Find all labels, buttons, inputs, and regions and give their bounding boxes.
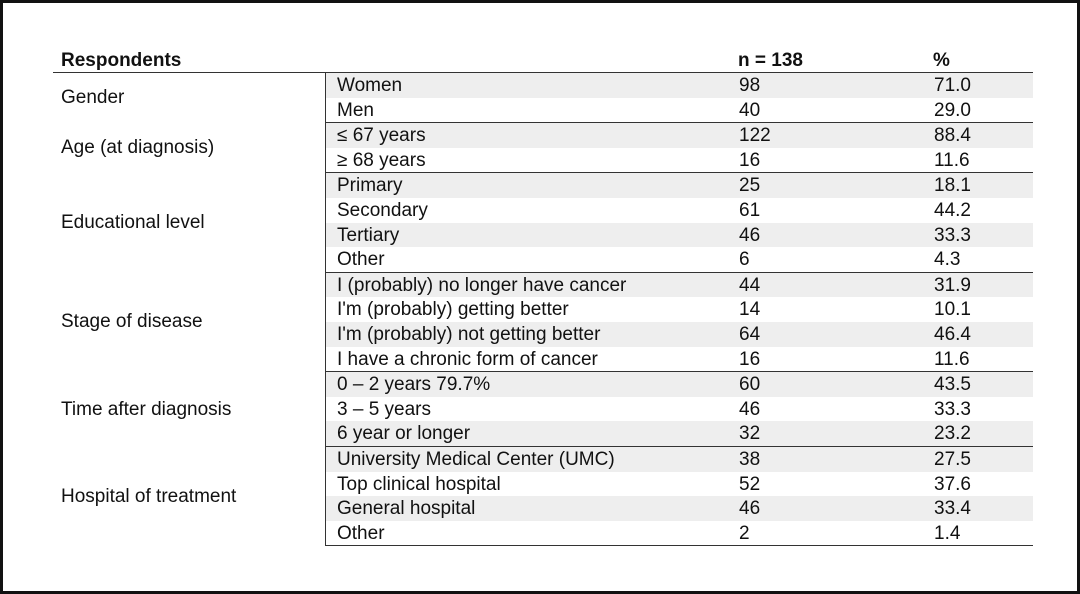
row-count: 44 [739, 274, 761, 296]
table-row [326, 173, 1033, 198]
row-label: Top clinical hospital [337, 473, 501, 495]
group-rows [325, 123, 1033, 173]
row-count: 122 [739, 125, 771, 147]
table-row [326, 73, 1033, 98]
row-percent: 88.4 [934, 125, 971, 147]
group-label: Educational level [61, 212, 205, 234]
row-label: 6 year or longer [337, 423, 471, 445]
group-rows [325, 173, 1033, 272]
table-group [53, 73, 1033, 123]
row-percent: 71.0 [934, 75, 971, 96]
group-rows [325, 372, 1033, 447]
table-row [326, 123, 1033, 148]
table-row [326, 297, 1033, 322]
table-row [326, 496, 1033, 521]
group-label: Time after diagnosis [61, 398, 232, 420]
row-count: 14 [739, 299, 761, 321]
row-count: 2 [739, 522, 750, 544]
table-row [326, 421, 1033, 446]
row-label: Other [337, 249, 385, 271]
header-percent: % [933, 50, 950, 71]
header-count: n = 138 [738, 50, 803, 71]
group-rows [325, 73, 1033, 123]
row-percent: 29.0 [934, 99, 971, 121]
table-row [326, 273, 1033, 298]
table-row [326, 472, 1033, 497]
row-label: Secondary [337, 199, 428, 221]
row-percent: 33.3 [934, 398, 971, 420]
table-row [326, 521, 1033, 546]
row-label: ≤ 67 years [337, 125, 426, 147]
group-rows [325, 273, 1033, 372]
row-percent: 11.6 [934, 149, 970, 171]
row-percent: 4.3 [934, 249, 961, 271]
row-label: General hospital [337, 498, 476, 520]
table-group [53, 372, 1033, 447]
table-row [326, 198, 1033, 223]
row-percent: 18.1 [934, 175, 971, 197]
row-label: I have a chronic form of cancer [337, 348, 598, 370]
row-count: 52 [739, 473, 761, 495]
row-label: 0 – 2 years 79.7% [337, 374, 491, 396]
row-label: I (probably) no longer have cancer [337, 274, 627, 296]
row-percent: 43.5 [934, 374, 971, 396]
table-row [326, 322, 1033, 347]
row-percent: 33.3 [934, 224, 971, 246]
table-row [326, 372, 1033, 397]
table-header [53, 48, 1033, 73]
table-row [326, 223, 1033, 248]
row-label: Men [337, 99, 374, 121]
row-percent: 37.6 [934, 473, 971, 495]
row-percent: 23.2 [934, 423, 971, 445]
row-count: 46 [739, 498, 761, 520]
row-percent: 10.1 [934, 299, 971, 321]
row-label: I'm (probably) getting better [337, 299, 569, 321]
row-count: 16 [739, 348, 761, 370]
row-label: Primary [337, 175, 403, 197]
group-label: Stage of disease [61, 311, 203, 333]
table-row [326, 397, 1033, 422]
row-count: 98 [739, 75, 761, 96]
row-count: 64 [739, 323, 761, 345]
row-count: 46 [739, 398, 761, 420]
row-percent: 31.9 [934, 274, 971, 296]
row-label: University Medical Center (UMC) [337, 448, 615, 470]
row-label: I'm (probably) not getting better [337, 323, 601, 345]
row-count: 16 [739, 149, 761, 171]
row-count: 38 [739, 448, 761, 470]
group-label: Hospital of treatment [61, 485, 237, 507]
row-count: 60 [739, 374, 761, 396]
table-row [326, 347, 1033, 372]
row-percent: 46.4 [934, 323, 971, 345]
table-group [53, 123, 1033, 173]
row-count: 25 [739, 175, 761, 197]
row-count: 46 [739, 224, 761, 246]
table-row [326, 447, 1033, 472]
row-percent: 27.5 [934, 448, 971, 470]
row-label: Women [337, 75, 403, 96]
group-label: Age (at diagnosis) [61, 137, 215, 159]
row-percent: 1.4 [934, 522, 961, 544]
row-label: 3 – 5 years [337, 398, 431, 420]
row-count: 6 [739, 249, 750, 271]
row-label: ≥ 68 years [337, 149, 426, 171]
group-rows [325, 447, 1033, 546]
row-percent: 44.2 [934, 199, 971, 221]
table-group [53, 173, 1033, 272]
table-group [53, 447, 1033, 546]
row-label: Tertiary [337, 224, 400, 246]
header-respondents: Respondents [61, 50, 182, 71]
group-label: Gender [61, 87, 125, 109]
respondents-table [53, 48, 1033, 546]
table-row [326, 98, 1033, 123]
row-count: 32 [739, 423, 761, 445]
table-group [53, 273, 1033, 372]
row-percent: 11.6 [934, 348, 970, 370]
table-row [326, 148, 1033, 173]
row-percent: 33.4 [934, 498, 971, 520]
row-count: 61 [739, 199, 761, 221]
table-body [53, 73, 1033, 546]
row-count: 40 [739, 99, 761, 121]
table-row [326, 247, 1033, 272]
row-label: Other [337, 522, 385, 544]
